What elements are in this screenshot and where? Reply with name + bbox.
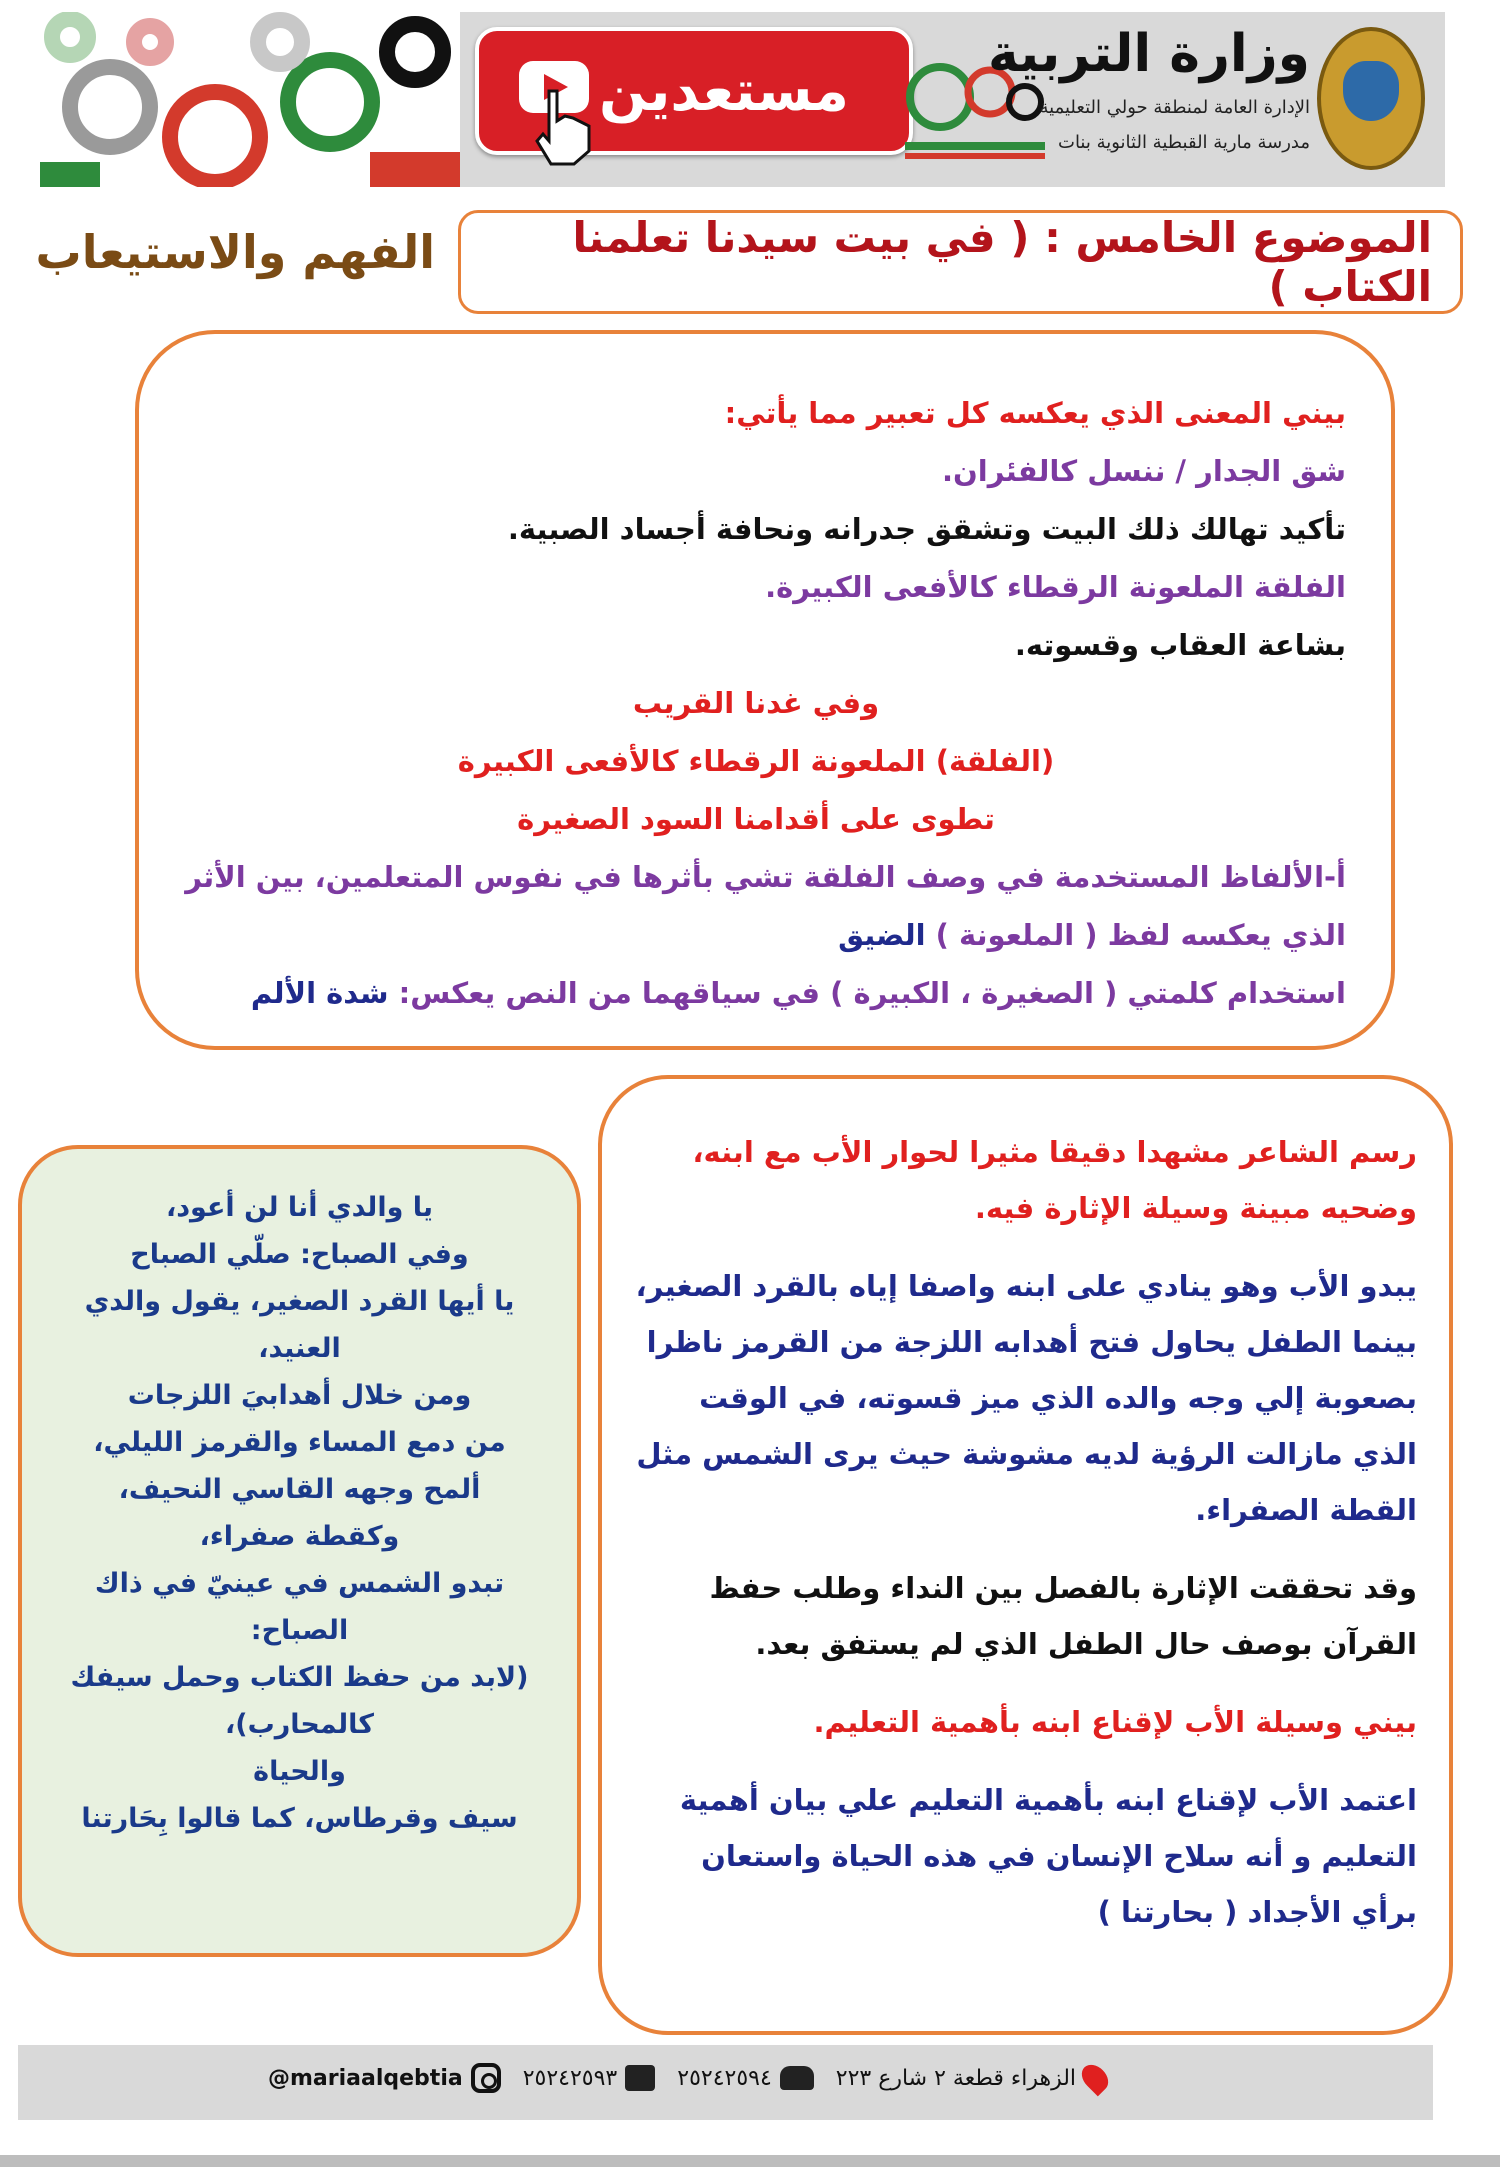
subject-heading: الفهم والاستيعاب [35, 225, 435, 279]
question-line: وضحيه مبينة وسيلة الإثارة فيه. [974, 1191, 1417, 1225]
location-pin-icon [1077, 2060, 1114, 2097]
topic-title: الموضوع الخامس : ( في بيت سيدنا تعلمنا الكتاب ) [572, 213, 1432, 311]
ministry-title: وزارة التربية [987, 24, 1310, 84]
address-item [836, 2063, 1106, 2093]
poem-line: تبدو الشمس في عينيّ في ذاك الصباح: [94, 1568, 505, 1646]
answer-paragraph: يبدو الأب وهو ينادي على ابنه واصفا إياه بالقرد الصغير، بينما الطفل يحاول فتح أهدابه اللزجة من القرمز ناظرا بصعوبة إلي وجه والده الذي ميز قسوته، في الوقت الذي مازالت الرؤية لديه مشوشة حيث يرى الشمس مثل القطة الصفراء. [635, 1269, 1417, 1527]
phone-item [677, 2066, 814, 2091]
answer-text: الضيق [838, 918, 926, 952]
address-text: الزهراء قطعة ٢ شارع ٢٢٣ [835, 2065, 1077, 2091]
poem-line: يا والدي أنا لن أعود، [165, 1192, 434, 1223]
bottom-divider [0, 2155, 1500, 2167]
poem-line: ألمح وجهه القاسي النحيف، [118, 1474, 481, 1505]
topic-title-box [458, 210, 1463, 314]
poem-line: ومن خلال أهدابيَ اللزجات [127, 1380, 472, 1411]
ministry-emblem-icon [1317, 27, 1425, 170]
poem-line: وفي الصباح: صلّي الصباح [130, 1239, 469, 1270]
question-text: استخدام كلمتي ( الصغيرة ، الكبيرة ) في سياقهما من النص يعكس: [398, 976, 1346, 1010]
question-line [166, 964, 1346, 1022]
questions-box-1 [135, 330, 1395, 1050]
question-line: الفلقة الملعونة الرقطاء كالأفعى الكبيرة. [765, 570, 1346, 604]
answer-line: بشاعة العقاب وقسوته. [1014, 628, 1346, 662]
subscribe-button[interactable] [475, 27, 913, 155]
instagram-handle: @mariaalqebtia [268, 2065, 463, 2091]
fax-item [523, 2065, 656, 2091]
answer-paragraph: وقد تحققت الإثارة بالفصل بين النداء وطلب حفظ القرآن بوصف حال الطفل الذي لم يستفق بعد. [709, 1571, 1417, 1661]
question-line [166, 906, 1346, 964]
phone-icon [780, 2066, 814, 2090]
poem-line: والحياة [253, 1756, 346, 1787]
poem-line: (الفلقة) الملعونة الرقطاء كالأفعى الكبيرة [457, 744, 1055, 778]
question-line: بيني المعنى الذي يعكسه كل تعبير مما يأتي: [724, 396, 1346, 430]
poem-line: يا أيها القرد الصغير، يقول والدي العنيد، [84, 1286, 515, 1364]
question-line: شق الجدار / ننسل كالفئران. [942, 454, 1346, 488]
questions-list [166, 384, 1346, 1022]
poem-line: سيف وقرطاس، كما قالوا بِحَارتنا [81, 1803, 518, 1834]
hand-cursor-icon [529, 86, 599, 166]
school-name: مدرسة مارية القبطية الثانوية بنات [1058, 132, 1310, 153]
gears-icon [40, 12, 460, 187]
ministry-directorate: الإدارة العامة لمنطقة حولي التعليمية [1039, 97, 1310, 118]
poem-line: من دمع المساء والقرمز الليلي، [93, 1427, 506, 1458]
answer-text: شدة الألم [250, 976, 389, 1010]
phone-number: ٢٥٢٤٢٥٩٤ [677, 2065, 772, 2091]
page-header [40, 12, 1445, 187]
instagram-item[interactable] [268, 2063, 501, 2093]
questions-box-2 [598, 1075, 1453, 2035]
question-line: رسم الشاعر مشهدا دقيقا مثيرا لحوار الأب مع ابنه، [692, 1135, 1417, 1169]
contact-info [268, 2063, 1106, 2093]
fax-number: ٢٥٢٤٢٥٩٣ [522, 2065, 618, 2091]
poem-line: وفي غدنا القريب [632, 686, 880, 720]
poem-line: (لابد من حفظ الكتاب وحمل سيفك كالمحارب)، [70, 1662, 529, 1740]
ministry-block [920, 12, 1445, 187]
answer-paragraph: اعتمد الأب لإقناع ابنه بأهمية التعليم علي بيان أهمية التعليم و أنه سلاح الإنسان في هذه الحياة واستعان برأي الأجداد ( بحارتنا ) [679, 1783, 1417, 1929]
poem-box [18, 1145, 581, 1957]
poem-lines [47, 1184, 552, 1842]
questions-list [627, 1124, 1417, 1940]
instagram-icon [471, 2063, 501, 2093]
poem-line: تطوى على أقدامنا السود الصغيرة [517, 802, 995, 836]
question-line: بيني وسيلة الأب لإقناع ابنه بأهمية التعليم. [813, 1705, 1417, 1739]
question-line: أ-الألفاظ المستخدمة في وصف الفلقة تشي بأثرها في نفوس المتعلمين، بين الأثر [185, 860, 1346, 894]
page-footer [18, 2045, 1433, 2120]
subscribe-label: مستعدين [599, 58, 849, 124]
poem-line: وكقطة صفراء، [199, 1521, 400, 1552]
printer-icon [625, 2065, 655, 2091]
question-text: الذي يعكسه لفظ ( الملعونة ) [935, 918, 1346, 952]
answer-line: تأكيد تهالك ذلك البيت وتشقق جدرانه ونحافة أجساد الصبية. [507, 512, 1346, 546]
